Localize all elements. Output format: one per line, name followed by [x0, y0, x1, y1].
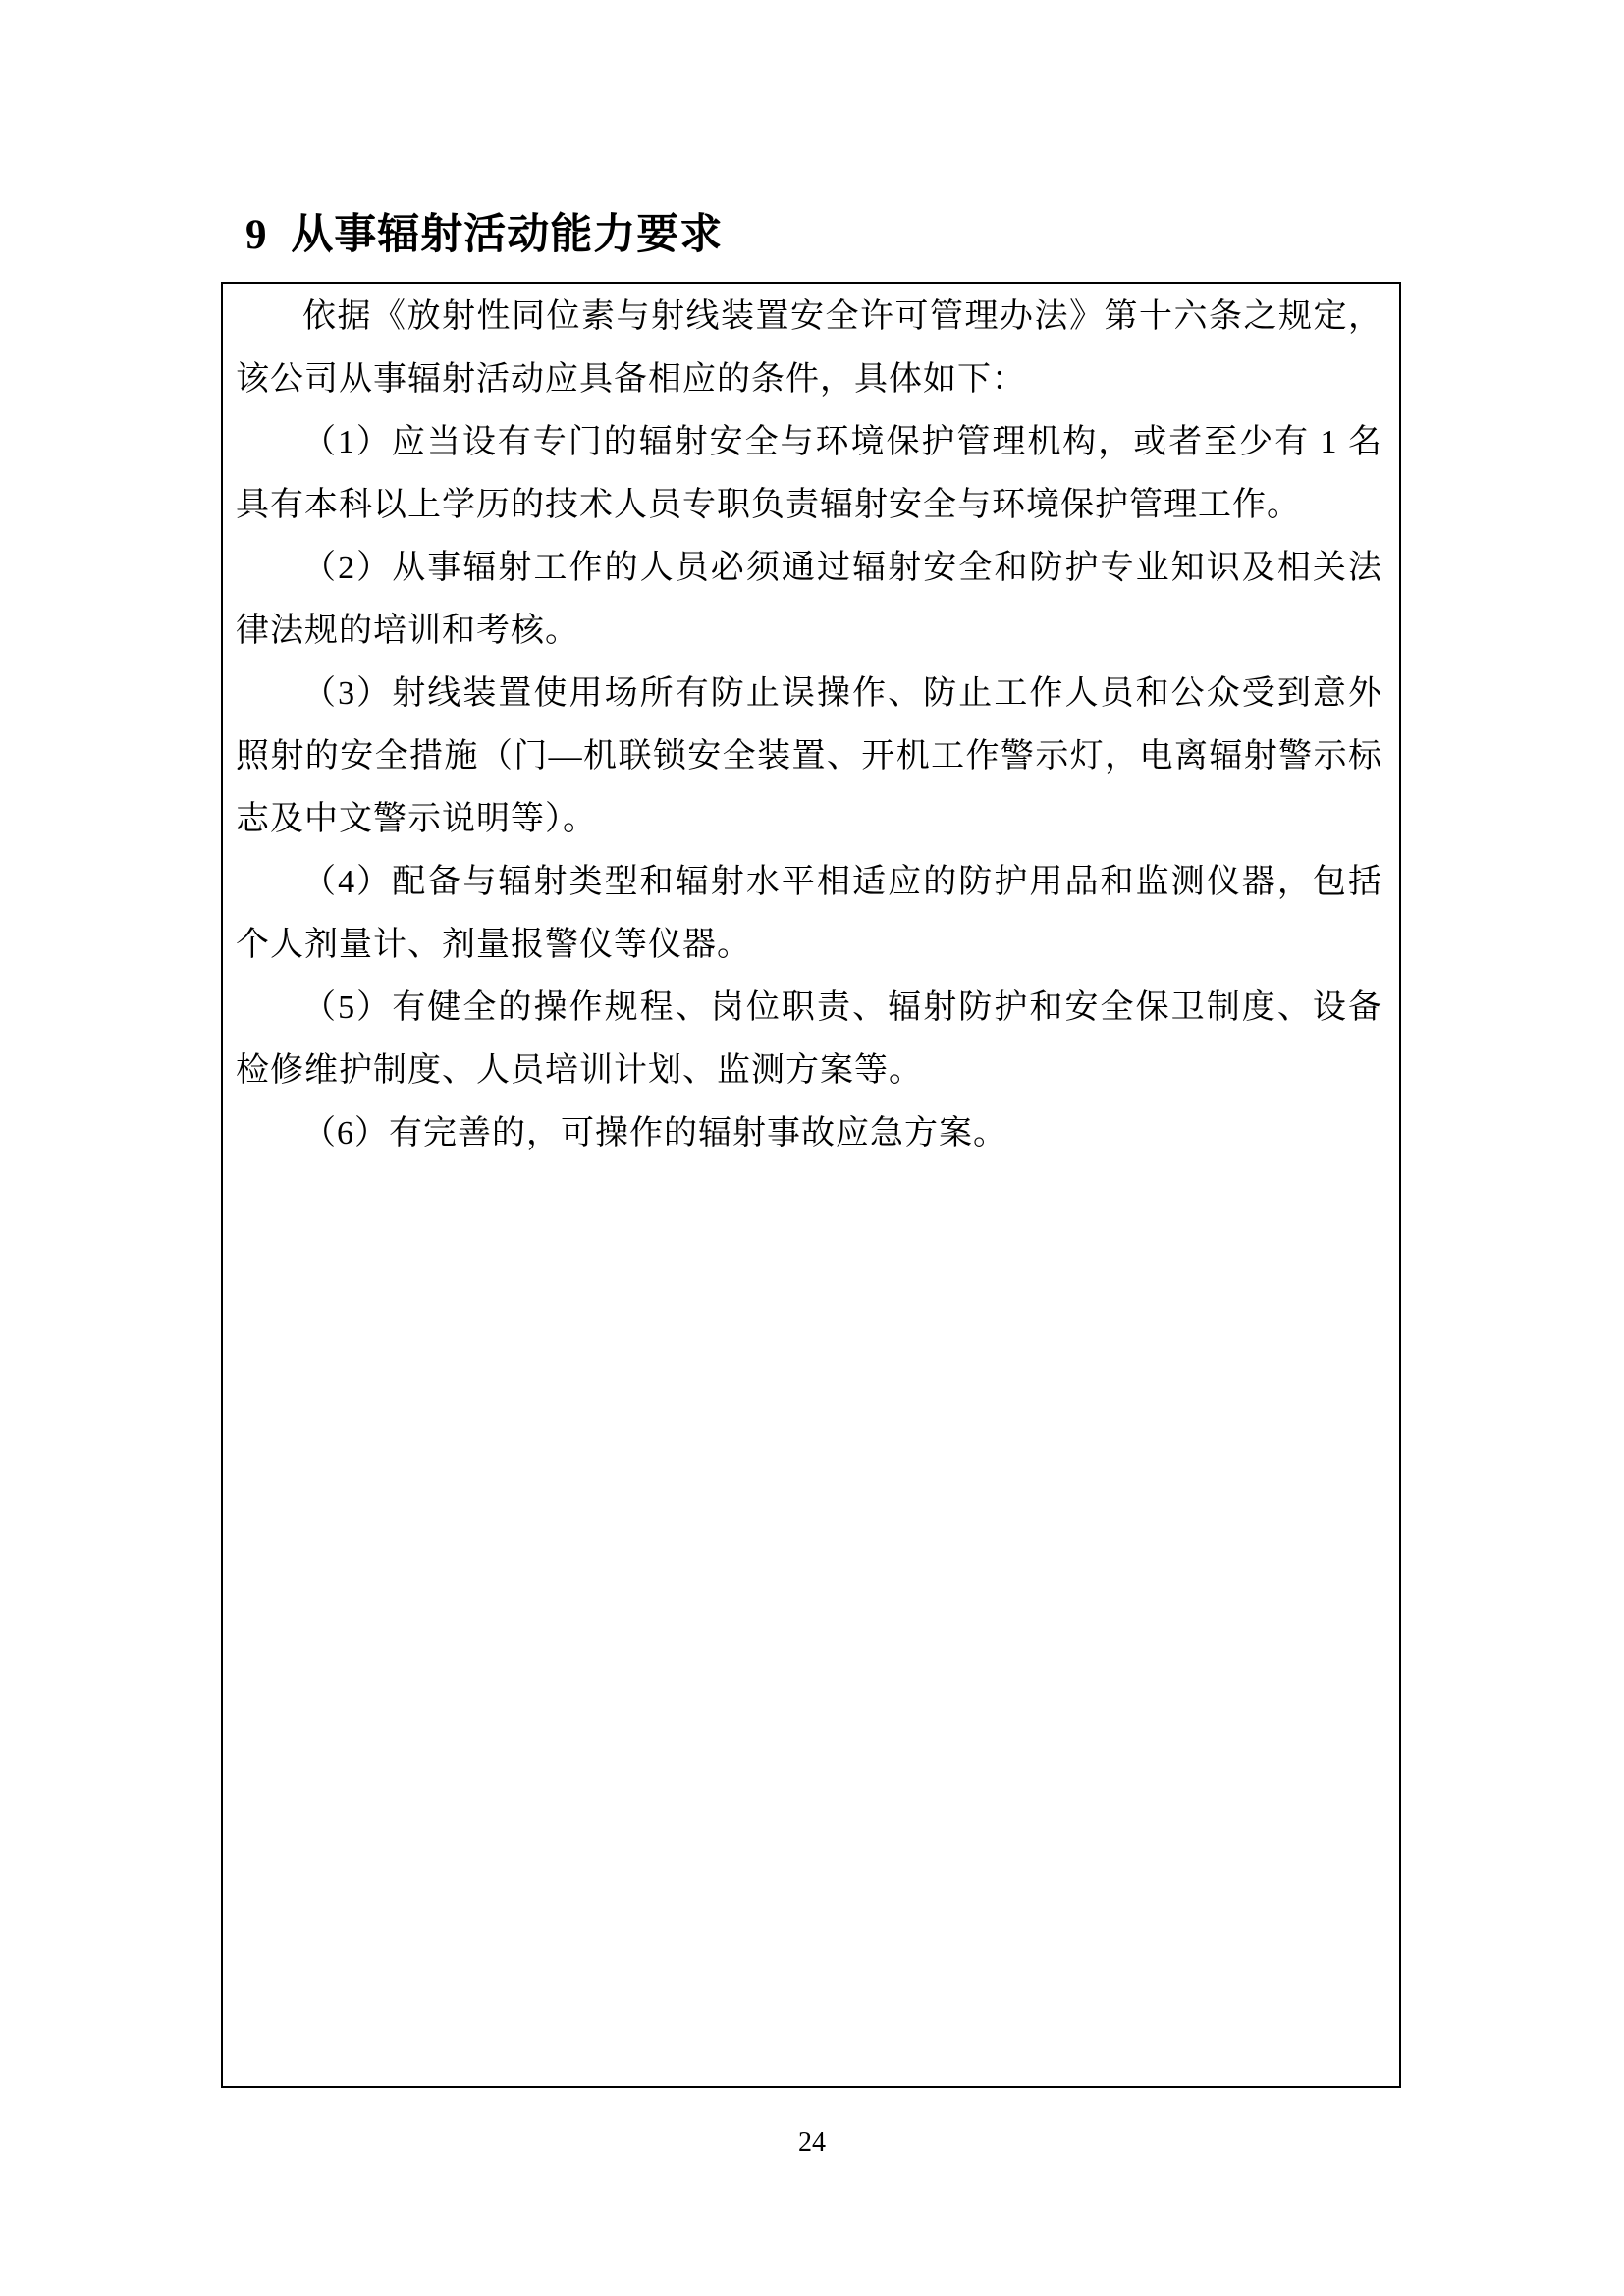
paragraph-item-6: （6）有完善的，可操作的辐射事故应急方案。	[302, 1115, 1007, 1151]
paragraph-item-1: （1）应当设有专门的辐射安全与环境保护管理机构，或者至少有 1 名具有本科以上学历的技术人员专职负责辐射安全与环境保护管理工作。	[236, 424, 1382, 523]
paragraph-item-4: （4）配备与辐射类型和辐射水平相适应的防护用品和监测仪器，包括个人剂量计、剂量报警仪等仪器。	[236, 864, 1382, 963]
paragraph-item-5: （5）有健全的操作规程、岗位职责、辐射防护和安全保卫制度、设备检修维护制度、人员培训计划、监测方案等。	[236, 989, 1382, 1089]
content-box	[221, 282, 1401, 2088]
paragraph-intro: 依据《放射性同位素与射线装置安全许可管理办法》第十六条之规定，该公司从事辐射活动应具备相应的条件，具体如下：	[236, 298, 1382, 398]
section-heading: 9 从事辐射活动能力要求	[245, 212, 724, 258]
paragraph-item-3: （3）射线装置使用场所有防止误操作、防止工作人员和公众受到意外照射的安全措施（门—机联锁安全装置、开机工作警示灯，电离辐射警示标志及中文警示说明等）。	[236, 675, 1382, 837]
page-number: 24	[798, 2127, 826, 2158]
paragraph-item-2: （2）从事辐射工作的人员必须通过辐射安全和防护专业知识及相关法律法规的培训和考核。	[236, 550, 1382, 649]
